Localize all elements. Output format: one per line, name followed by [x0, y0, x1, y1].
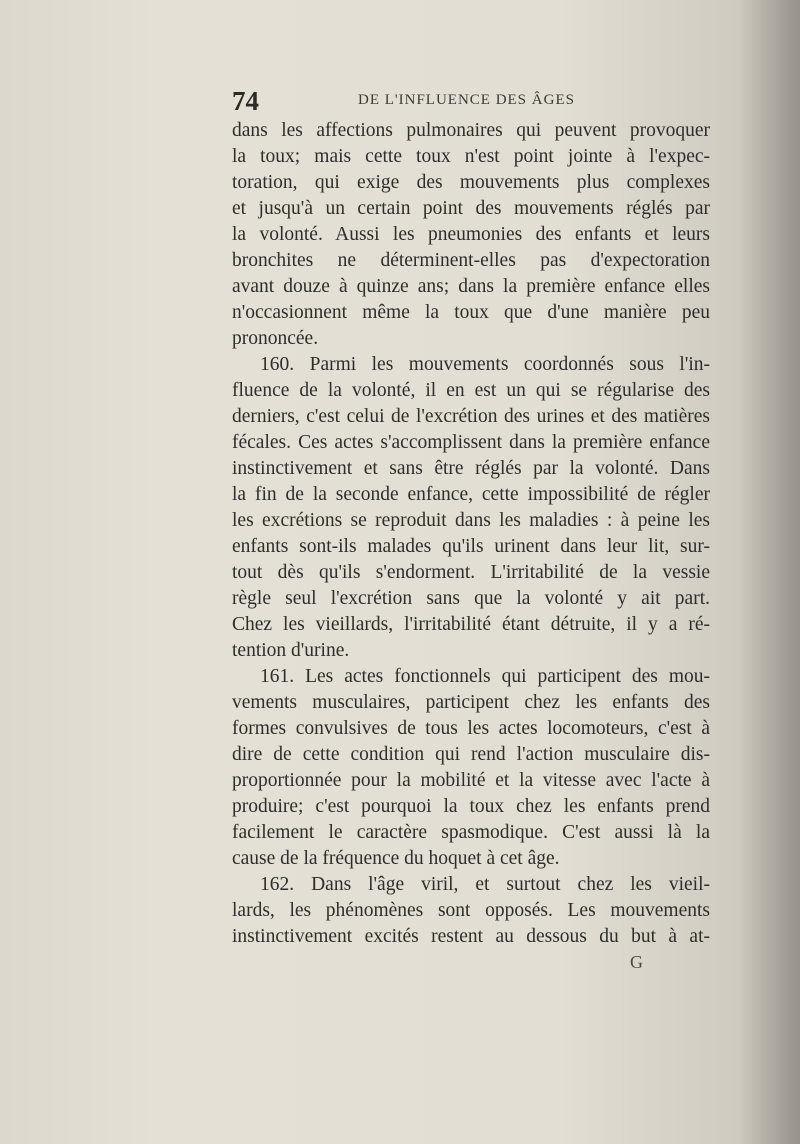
text-line: fluence de la volonté, il en est un qui se régularise des — [232, 380, 710, 401]
text-line: instinctivement excités restent au dessous du but à at- — [232, 926, 710, 947]
text-line: bronchites ne déterminent-elles pas d'expectoration — [232, 250, 710, 271]
page-header — [232, 86, 710, 116]
text-line: cause de la fréquence du hoquet à cet âge. — [232, 848, 560, 869]
text-line: Chez les vieillards, l'irritabilité étant détruite, il y a ré- — [232, 614, 710, 635]
text-line: enfants sont-ils malades qu'ils urinent dans leur lit, sur- — [232, 536, 710, 557]
text-line: formes convulsives de tous les actes locomoteurs, c'est à — [232, 718, 710, 739]
text-line: tention d'urine. — [232, 640, 350, 661]
text-line: dire de cette condition qui rend l'action musculaire dis- — [232, 744, 710, 765]
text-line: derniers, c'est celui de l'excrétion des urines et des matières — [232, 406, 710, 427]
text-line: lards, les phénomènes sont opposés. Les mouvements — [232, 900, 710, 921]
text-line: dans les affections pulmonaires qui peuvent provoquer — [232, 120, 710, 141]
text-line: et jusqu'à un certain point des mouvements réglés par — [232, 198, 710, 219]
text-line: la volonté. Aussi les pneumonies des enfants et leurs — [232, 224, 710, 245]
text-line: facilement le caractère spasmodique. C'est aussi là la — [232, 822, 710, 843]
page-edge-shadow — [740, 0, 800, 1144]
text-line: instinctivement et sans être réglés par la volonté. Dans — [232, 458, 710, 479]
page-number: 74 — [232, 86, 259, 116]
text-line: fécales. Ces actes s'accomplissent dans la première enfance — [232, 432, 710, 453]
text-line: la fin de la seconde enfance, cette impossibilité de régler — [232, 484, 710, 505]
text-line: proportionnée pour la mobilité et la vitesse avec l'acte à — [232, 770, 710, 791]
text-line: tout dès qu'ils s'endorment. L'irritabilité de la vessie — [232, 562, 710, 583]
body-text — [232, 118, 710, 950]
text-line: prononcée. — [232, 328, 319, 349]
text-line: 161. Les actes fonctionnels qui participent des mou- — [260, 666, 710, 687]
text-line: la toux; mais cette toux n'est point jointe à l'expec- — [232, 146, 710, 167]
footer-mark: G — [630, 952, 643, 972]
text-line: les excrétions se reproduit dans les maladies : à peine les — [232, 510, 710, 531]
text-line: vements musculaires, participent chez les enfants des — [232, 692, 710, 713]
text-line: 162. Dans l'âge viril, et surtout chez les vieil- — [260, 874, 710, 895]
text-line: produire; c'est pourquoi la toux chez les enfants prend — [232, 796, 710, 817]
running-title: DE L'INFLUENCE DES ÂGES — [358, 92, 575, 108]
text-line: règle seul l'excrétion sans que la volonté y ait part. — [232, 588, 710, 609]
text-line: n'occasionnent même la toux que d'une manière peu — [232, 302, 710, 323]
text-line: 160. Parmi les mouvements coordonnés sous l'in- — [260, 354, 710, 375]
text-line: toration, qui exige des mouvements plus complexes — [232, 172, 710, 193]
text-line: avant douze à quinze ans; dans la première enfance elles — [232, 276, 710, 297]
